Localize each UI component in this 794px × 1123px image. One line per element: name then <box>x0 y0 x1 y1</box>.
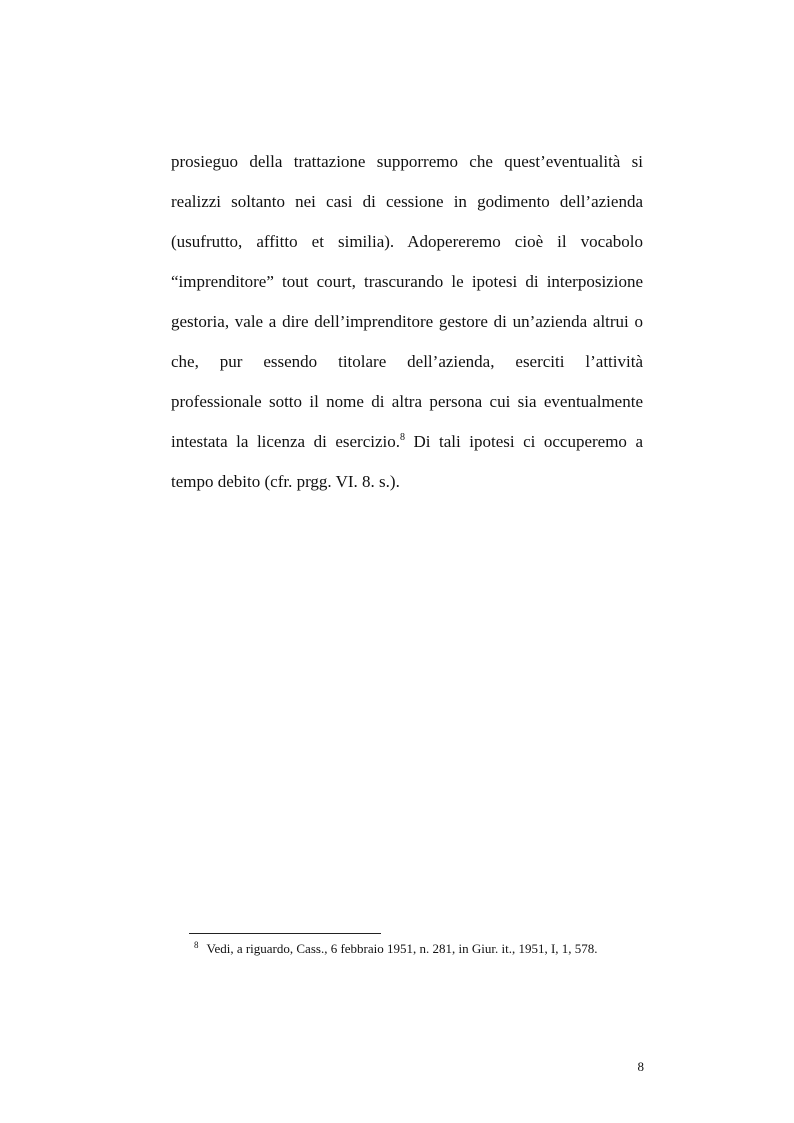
body-line-6: che, pur essendo titolare dell’azienda, eserciti l’attività <box>171 352 643 371</box>
body-line-9: tempo debito (cfr. prgg. VI. 8. s.). <box>171 472 400 491</box>
body-line-5: gestoria, vale a dire dell’imprenditore gestore di un’azienda altrui o <box>171 312 643 331</box>
footnote-reference[interactable]: 8 <box>399 432 405 443</box>
footnote <box>194 940 654 958</box>
body-line-1: prosieguo della trattazione supporremo che quest’eventualità si <box>171 152 643 171</box>
footnote-text: Vedi, a riguardo, Cass., 6 febbraio 1951, n. 281, in Giur. it., 1951, I, 1, 578. <box>206 941 598 956</box>
page-number: 8 <box>637 1059 644 1074</box>
body-line-8-end: Di tali ipotesi ci occuperemo a <box>404 432 643 451</box>
body-line-7: professionale sotto il nome di altra persona cui sia eventualmente <box>171 392 643 411</box>
body-line-3: (usufrutto, affitto et similia). Adopereremo cioè il vocabolo <box>171 232 643 251</box>
body-line-8 <box>171 432 643 452</box>
body-line-2: realizzi soltanto nei casi di cessione in godimento dell’azienda <box>171 192 643 211</box>
body-line-8-start: intestata la licenza di esercizio. <box>171 432 400 451</box>
footnote-separator <box>189 933 381 934</box>
body-line-4: “imprenditore” tout court, trascurando le ipotesi di interposizione <box>171 272 643 291</box>
footnote-number: 8 <box>194 940 199 950</box>
